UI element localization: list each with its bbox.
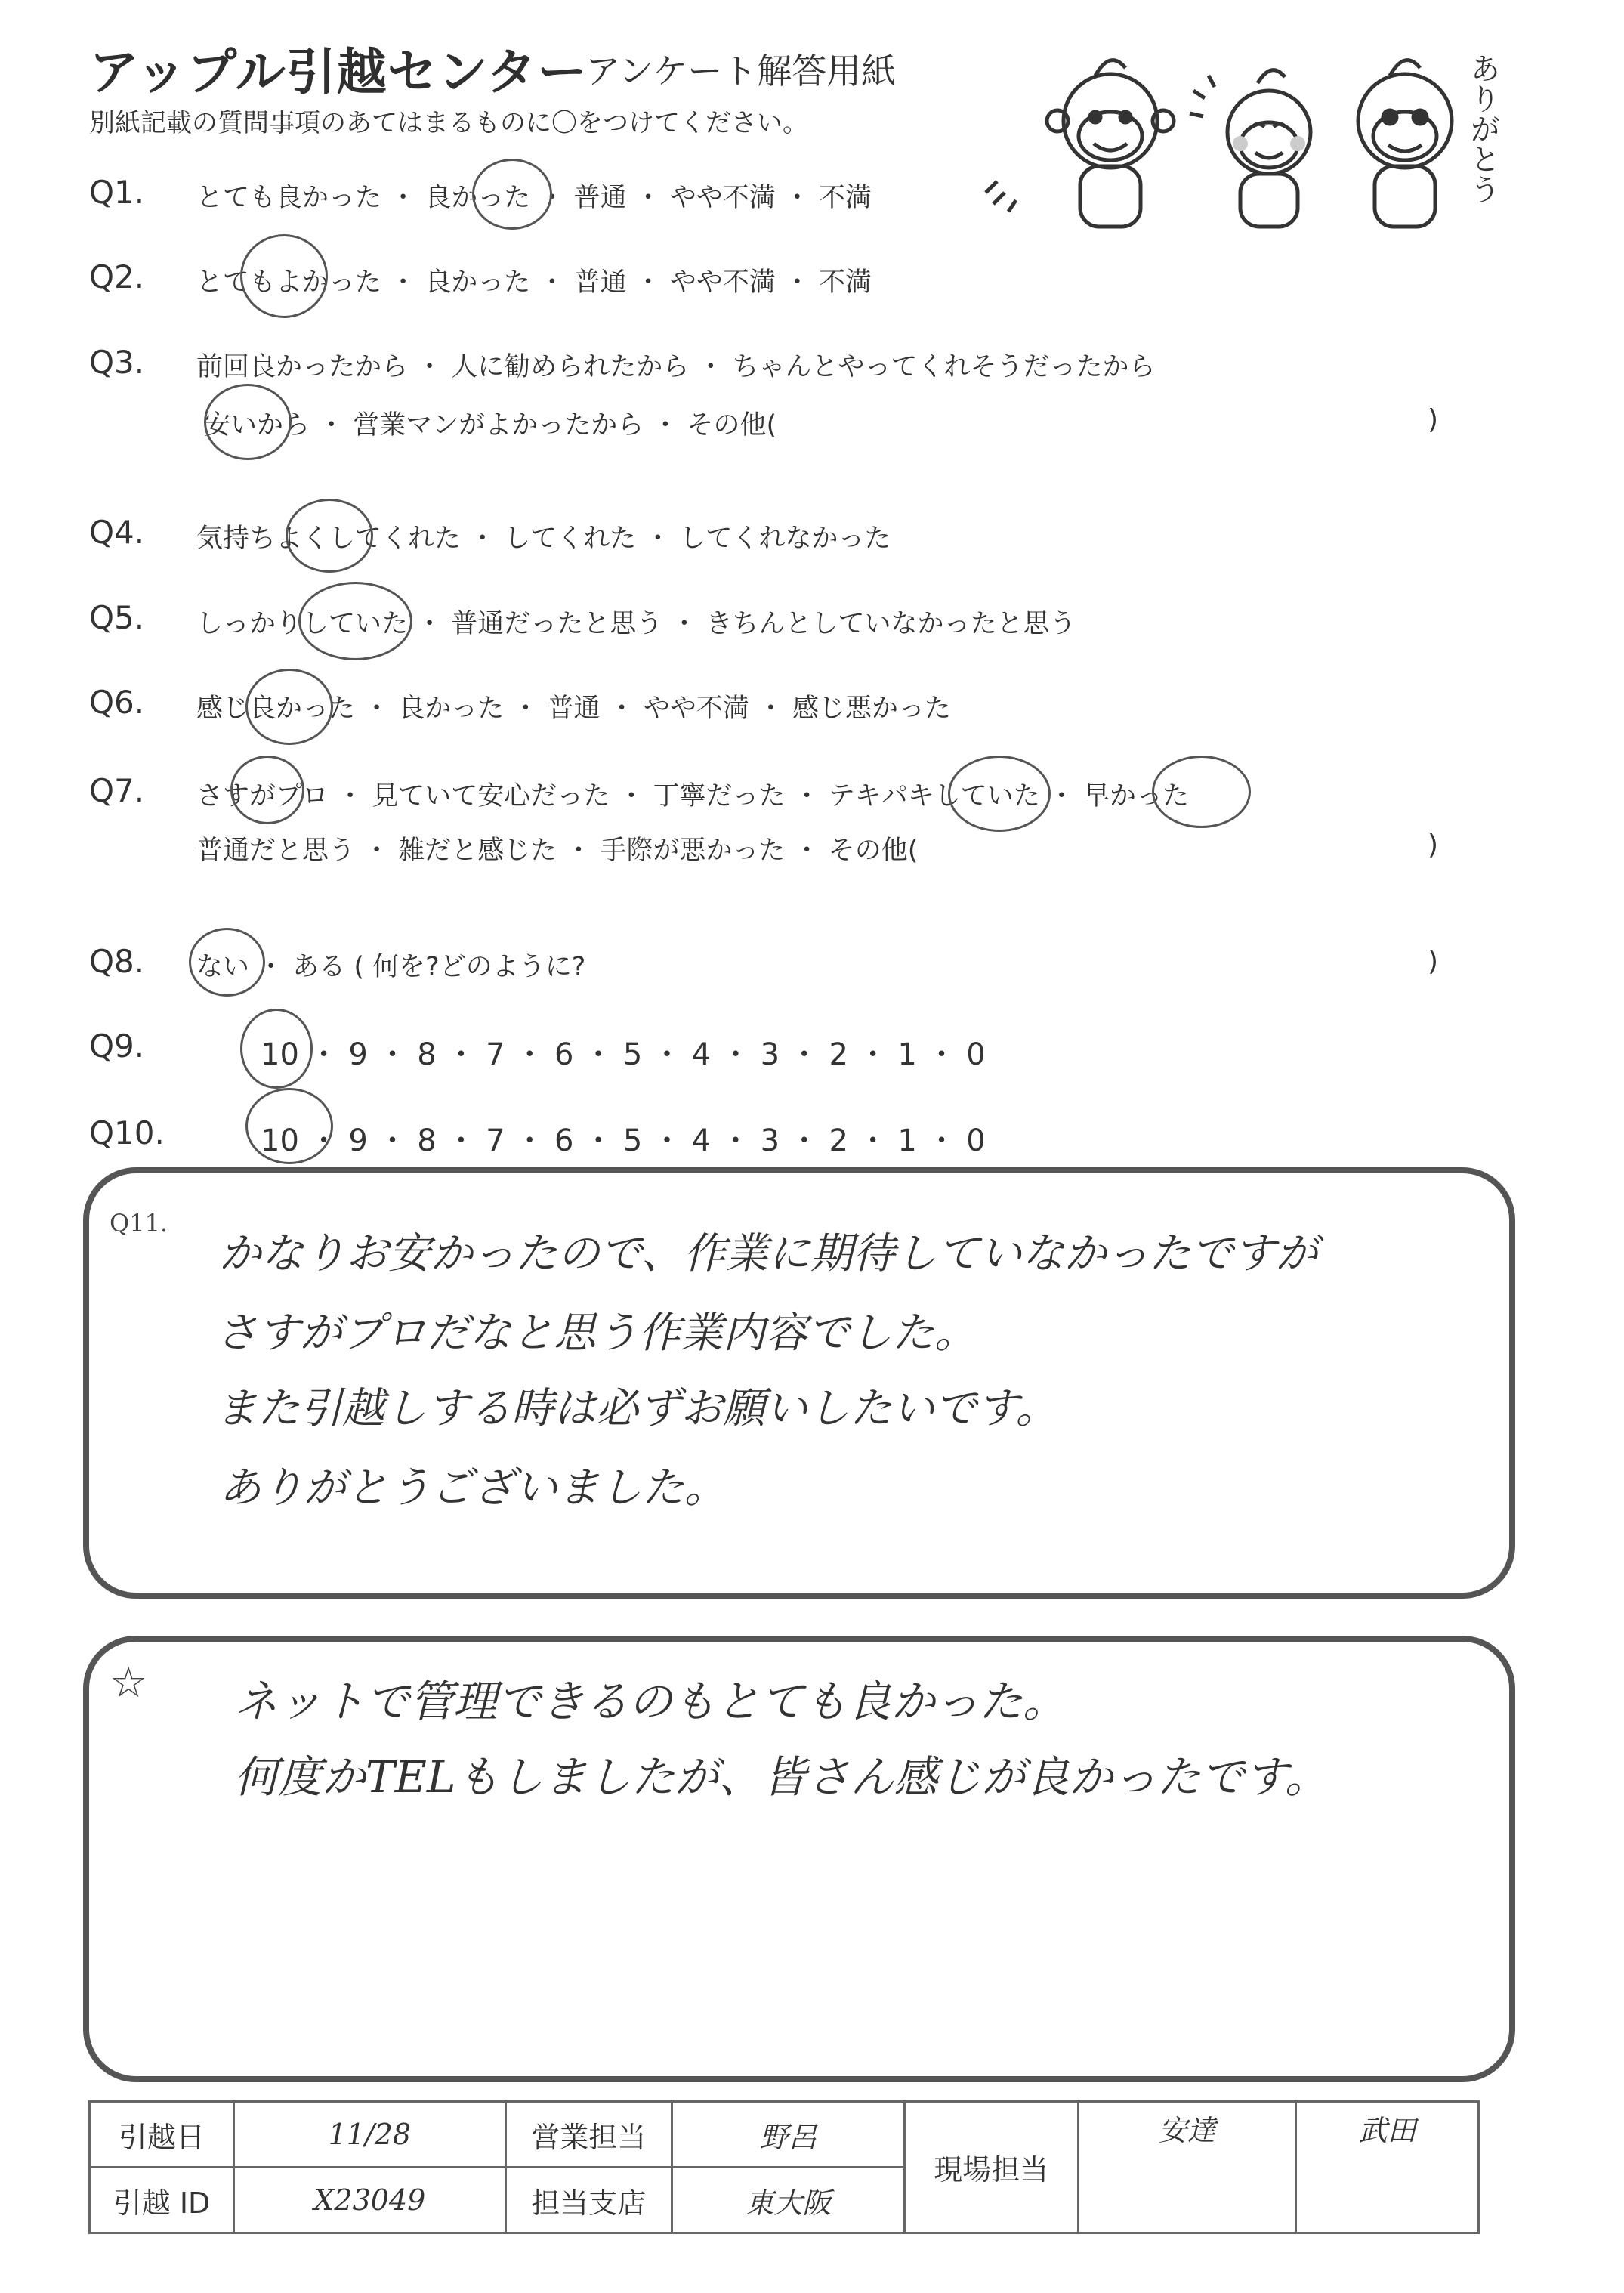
branch-value: 東大阪 bbox=[672, 2168, 904, 2233]
q9-number: Q9. bbox=[89, 1028, 145, 1065]
q8-close-paren: ) bbox=[1428, 946, 1439, 977]
q11-comment-line4: ありがとうございました。 bbox=[219, 1463, 727, 1513]
q5-answer-circle bbox=[298, 582, 412, 660]
q7-answer-circle-hayakatta bbox=[1152, 756, 1251, 828]
move-id-label: 引越 ID bbox=[90, 2168, 234, 2233]
move-id-value: X23049 bbox=[234, 2168, 505, 2233]
q3-answer-circle bbox=[204, 384, 292, 460]
site-staff-value-1: 安達 bbox=[1078, 2102, 1295, 2233]
move-date-label: 引越日 bbox=[90, 2102, 234, 2168]
q2-number: Q2. bbox=[89, 258, 145, 295]
q8-answer-circle bbox=[189, 928, 265, 997]
sales-staff-value: 野呂 bbox=[672, 2102, 904, 2168]
q3-number: Q3. bbox=[89, 344, 145, 381]
q11-comment-line1: かなりお安かったので、作業に期待していなかったですが bbox=[219, 1229, 1318, 1278]
q10-answer-circle bbox=[245, 1088, 333, 1164]
q9-scale: 10 ・ 9 ・ 8 ・ 7 ・ 6 ・ 5 ・ 4 ・ 3 ・ 2 ・ 1 ・ 0 bbox=[261, 1037, 986, 1072]
footer-info-table bbox=[88, 2100, 1480, 2234]
q4-number: Q4. bbox=[89, 514, 145, 551]
star-comment-line1: ネットで管理できるのもとても良かった。 bbox=[234, 1676, 1067, 1727]
q11-comment-line3: また引越しする時は必ずお願いしたいです。 bbox=[215, 1384, 1058, 1433]
q7-options-line2: 普通だと思う ・ 雑だと感じた ・ 手際が悪かった ・ その他( bbox=[196, 836, 919, 866]
q2-options: とてもよかった ・ 良かった ・ 普通 ・ やや不満 ・ 不満 bbox=[196, 267, 872, 298]
q11-comment-line2: さすがプロだなと思う作業内容でした。 bbox=[215, 1309, 977, 1358]
sales-staff-label: 営業担当 bbox=[505, 2102, 672, 2168]
star-icon: ☆ bbox=[110, 1658, 148, 1707]
q11-label: Q11. bbox=[110, 1209, 168, 1238]
q6-answer-circle bbox=[245, 669, 333, 745]
q7-close-paren: ) bbox=[1428, 830, 1439, 861]
monkey-mascots-illustration bbox=[982, 30, 1511, 242]
company-title: アップル引越センター bbox=[89, 43, 588, 101]
mascot-thanks-text: ありがとう bbox=[1465, 53, 1500, 204]
q5-options: しっかりしていた ・ 普通だったと思う ・ きちんとしていなかったと思う bbox=[196, 609, 1076, 639]
form-subtitle: アンケート解答用紙 bbox=[585, 51, 897, 91]
star-comment-line2: 何度かTELもしましたが、皆さん感じが良かったです。 bbox=[234, 1751, 1329, 1803]
q4-answer-circle bbox=[286, 499, 373, 573]
site-staff-value-2: 武田 bbox=[1296, 2102, 1479, 2233]
q7-answer-circle-pro bbox=[230, 756, 304, 824]
q3-options-line1: 前回良かったから ・ 人に勧められたから ・ ちゃんとやってくれそうだったから bbox=[196, 352, 1156, 382]
q6-options: 感じ良かった ・ 良かった ・ 普通 ・ やや不満 ・ 感じ悪かった bbox=[196, 694, 952, 724]
q9-answer-circle bbox=[240, 1009, 313, 1089]
q8-options: ない ・ ある ( 何を?どのように? bbox=[196, 952, 586, 982]
q4-options: 気持ちよくしてくれた ・ してくれた ・ してくれなかった bbox=[196, 524, 891, 554]
q3-close-paren: ) bbox=[1428, 404, 1439, 435]
q2-answer-circle bbox=[240, 234, 328, 318]
q7-number: Q7. bbox=[89, 772, 145, 809]
q1-options: とても良かった ・ 良かった ・ 普通 ・ やや不満 ・ 不満 bbox=[196, 183, 872, 213]
q1-answer-circle bbox=[472, 159, 552, 230]
q10-number: Q10. bbox=[89, 1114, 165, 1151]
branch-label: 担当支店 bbox=[505, 2168, 672, 2233]
q10-scale: 10 ・ 9 ・ 8 ・ 7 ・ 6 ・ 5 ・ 4 ・ 3 ・ 2 ・ 1 ・ 0 bbox=[261, 1123, 986, 1158]
site-staff-label: 現場担当 bbox=[904, 2102, 1078, 2233]
move-date-value: 11/28 bbox=[234, 2102, 505, 2168]
q3-options-line2: 安いから ・ 営業マンがよかったから ・ その他( bbox=[204, 410, 777, 440]
q7-answer-circle-tekipaki bbox=[948, 756, 1051, 832]
q6-number: Q6. bbox=[89, 684, 145, 721]
instruction-text: 別紙記載の質問事項のあてはまるものに〇をつけてください。 bbox=[89, 108, 808, 138]
q8-number: Q8. bbox=[89, 943, 145, 980]
q7-options-line1: さすがプロ ・ 見ていて安心だった ・ 丁寧だった ・ テキパキしていた ・ 早かった bbox=[196, 781, 1190, 811]
q5-number: Q5. bbox=[89, 599, 145, 636]
q1-number: Q1. bbox=[89, 174, 145, 211]
